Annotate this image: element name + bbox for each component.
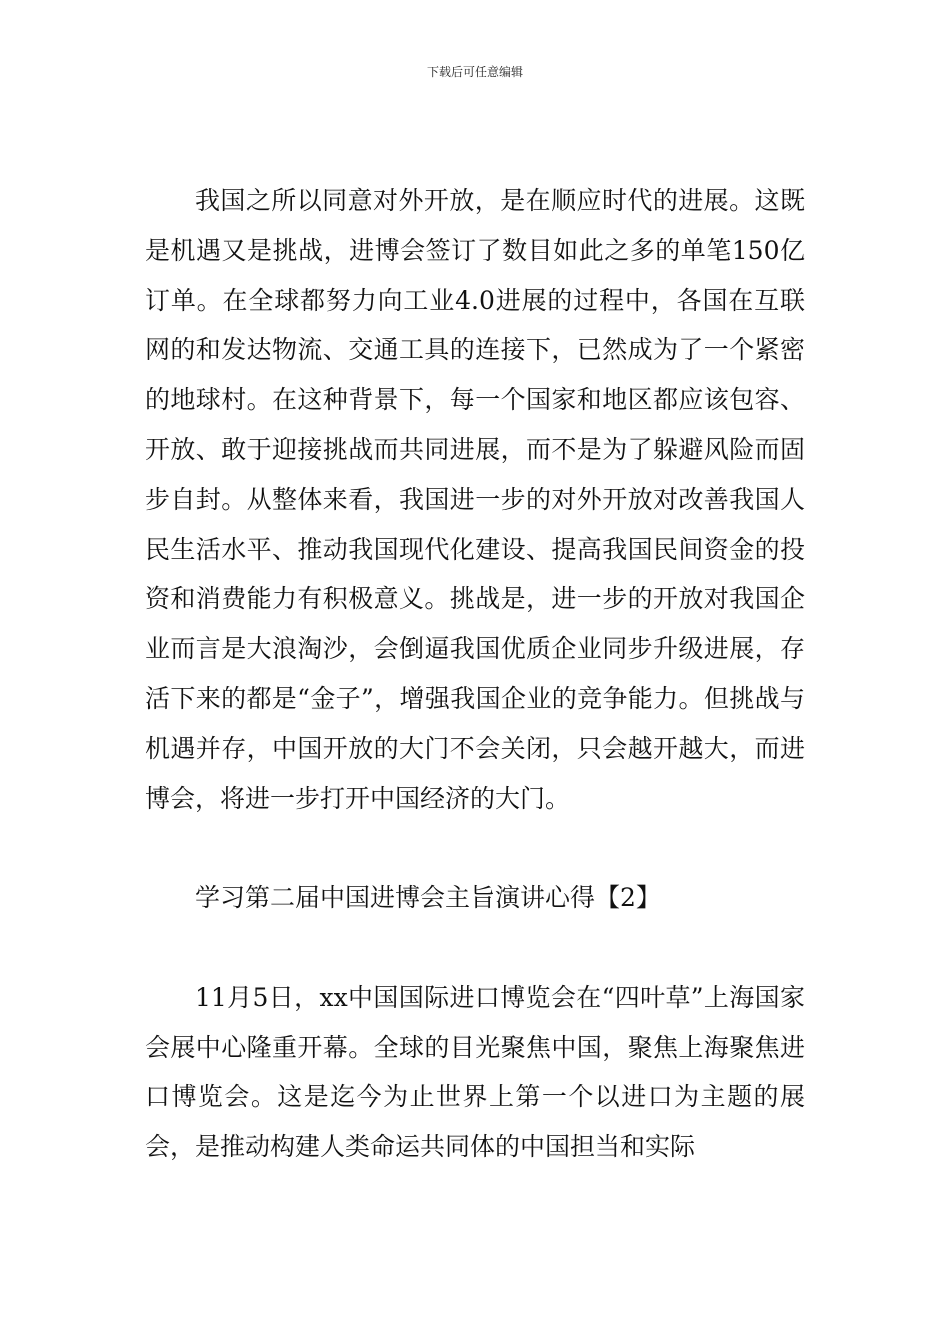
document-body	[145, 176, 805, 1172]
page-header-note: 下载后可任意编辑	[426, 65, 523, 79]
paragraph-spacer	[145, 823, 805, 873]
paragraph-spacer	[145, 923, 805, 973]
paragraph-expo-opening: 11月5日，xx中国国际进口博览会在“四叶草”上海国家会展中心隆重开幕。全球的目光聚焦中国，聚焦上海聚焦进口博览会。这是迄今为止世界上第一个以进口为主题的展会，是推动构建人类命运共同体的中国担当和实际	[145, 982, 805, 1162]
paragraph-open-economy: 我国之所以同意对外开放，是在顺应时代的进展。这既是机遇又是挑战，进博会签订了数目如此之多的单笔150亿订单。在全球都努力向工业4.0进展的过程中，各国在互联网的和发达物流、交通工具的连接下，已然成为了一个紧密的地球村。在这种背景下，每一个国家和地区都应该包容、开放、敢于迎接挑战而共同进展，而不是为了躲避风险而固步自封。从整体来看，我国进一步的对外开放对改善我国人民生活水平、推动我国现代化建设、提高我国民间资金的投资和消费能力有积极意义。挑战是，进一步的开放对我国企业而言是大浪淘沙，会倒逼我国优质企业同步升级进展，存活下来的都是“金子”，增强我国企业的竞争能力。但挑战与机遇并存，中国开放的大门不会关闭，只会越开越大，而进博会，将进一步打开中国经济的大门。	[145, 186, 805, 813]
section-title: 学习第二届中国进博会主旨演讲心得【2】	[195, 883, 661, 913]
